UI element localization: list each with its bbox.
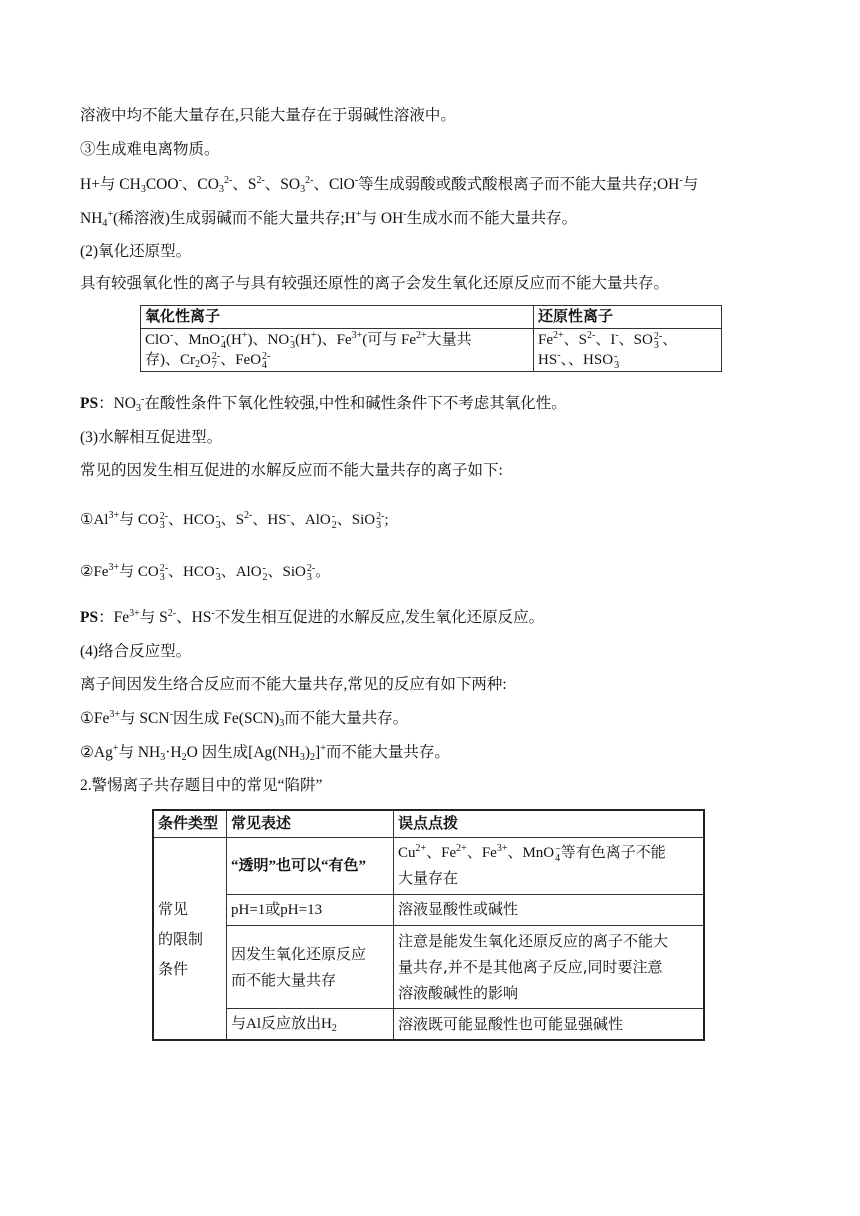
paragraph: ③生成难电离物质。 xyxy=(80,141,220,158)
redox-ion-table xyxy=(140,305,722,372)
reducing-ions-cell: $Fe^{2+}$、$S^{2-}$、I-、SO 2- 3 、 HS-、、HSO - 3 xyxy=(534,329,722,372)
table-cell: 因发生氧化还原反应 而不能大量共存 xyxy=(227,926,394,1009)
section-heading: 2.警惕离子共存题目中的常见“陷阱” xyxy=(80,777,323,794)
paragraph: (2)氧化还原型。 xyxy=(80,243,192,260)
table-cell: 溶液既可能显酸性也可能显强碱性 xyxy=(394,1009,705,1041)
table-cell: “透明”也可以“有色” xyxy=(227,838,394,895)
paragraph: 溶液中均不能大量存在,只能大量存在于弱碱性溶液中。 xyxy=(80,107,456,124)
oxidizing-ions-cell: ClO-、MnO - 4 (H+)、NO - 3 (H+)、$Fe^{3+}$(可与 $Fe^{2+}$大量共 存)、$Cr_2O$ 2- 7 、FeO 2- 4 xyxy=(141,329,534,372)
table-cell: 与Al反应放出$H_2$ xyxy=(227,1009,394,1041)
formula-line-fe: $②Fe^{3+}$与 CO 2- 3 、HCO - 3 、AlO - 2 、SiO 2- 3 。 xyxy=(80,562,331,583)
paragraph: 常见的因发生相互促进的水解反应而不能大量共存的离子如下: xyxy=(80,462,503,479)
table-header-reducing: 还原性离子 xyxy=(534,306,722,329)
table-header-oxidizing: 氧化性离子 xyxy=(141,306,534,329)
formula-line-al: $①Al^{3+}$与 CO 2- 3 、HCO - 3 、$S^{2-}$、HS-、AlO - 2 、SiO 2- 3 ; xyxy=(80,510,389,531)
table-header: 误点点拨 xyxy=(394,810,705,838)
table-header: 常见表述 xyxy=(227,810,394,838)
paragraph: H+与 $CH_3COO^-$、$CO_3^{2-}$、$S^{2-}$、$SO_3^{2-}$、ClO-等生成弱酸或酸式酸根离子而不能大量共存;OH-与 xyxy=(80,175,699,195)
table-cell: $Cu^{2+}$、$Fe^{2+}$、$Fe^{3+}$、MnO − 4 等有色离子不能 大量存在 xyxy=(394,838,705,895)
table-cell: pH=1或pH=13 xyxy=(227,895,394,926)
table-cell: 注意是能发生氧化还原反应的离子不能大 量共存,并不是其他离子反应,同时要注意 溶液酸碱性的影响 xyxy=(394,926,705,1009)
paragraph: 离子间因发生络合反应而不能大量共存,常见的反应有如下两种: xyxy=(80,676,507,693)
paragraph: ②Ag+与 $NH_3\cdot H_2O$ 因生成$[Ag(NH_3)_2]^+$而不能大量共存。 xyxy=(80,743,450,763)
group-label-cell: 常见 的限制 条件 xyxy=(153,838,227,1041)
paragraph: (4)络合反应型。 xyxy=(80,643,192,660)
pitfall-table xyxy=(152,809,705,1041)
table-cell: 溶液显酸性或碱性 xyxy=(394,895,705,926)
ps-note: PS：$NO_3^-$在酸性条件下氧化性较强,中性和碱性条件下不考虑其氧化性。 xyxy=(80,394,567,414)
table-header: 条件类型 xyxy=(153,810,227,838)
paragraph: 具有较强氧化性的离子与具有较强还原性的离子会发生氧化还原反应而不能大量共存。 xyxy=(80,275,670,292)
paragraph: $①Fe^{3+}$与 SCN-因生成 $Fe(SCN)_3$而不能大量共存。 xyxy=(80,709,409,729)
paragraph: $NH_4^+$(稀溶液)生成弱碱而不能大量共存;H+与 OH-生成水而不能大量共存。 xyxy=(80,209,578,229)
ps-note: PS：$Fe^{3+}$与 $S^{2-}$、HS-不发生相互促进的水解反应,发生氧化还原反应。 xyxy=(80,608,545,626)
paragraph: (3)水解相互促进型。 xyxy=(80,429,223,446)
